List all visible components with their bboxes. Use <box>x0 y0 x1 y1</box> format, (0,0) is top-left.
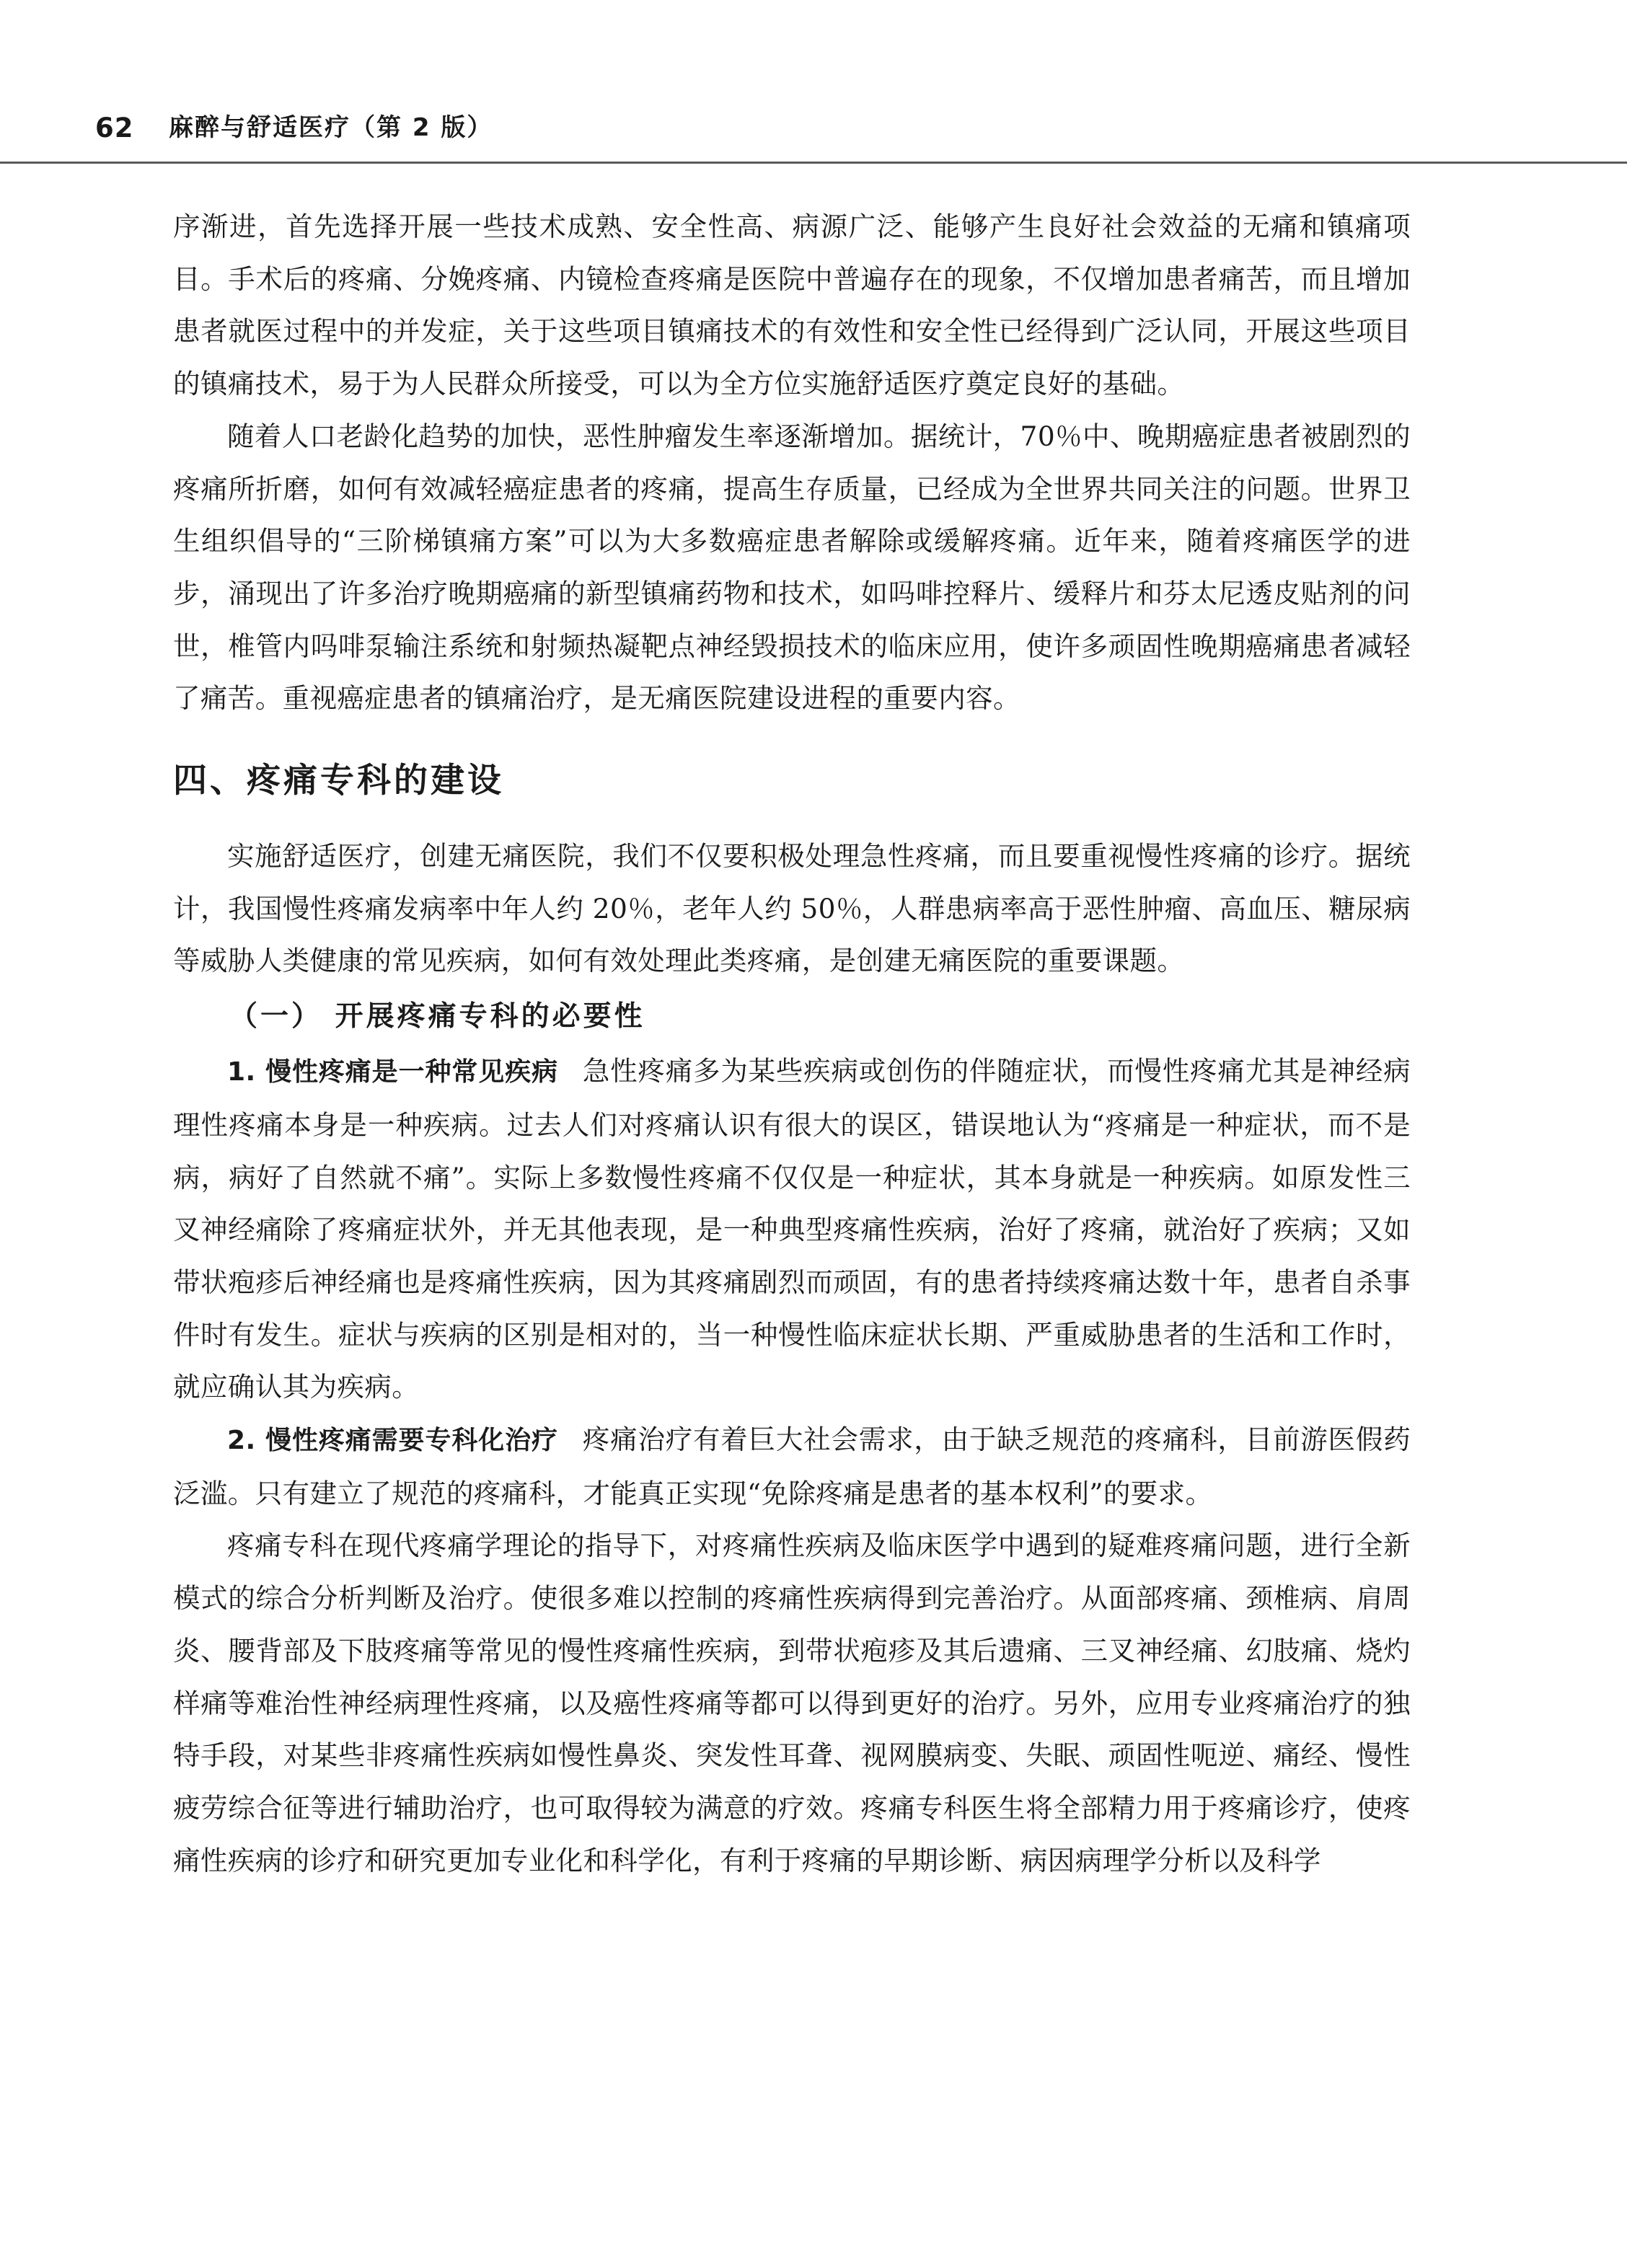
page-number: 62 <box>95 112 134 144</box>
page-body <box>173 200 1411 1887</box>
subsection-title: （一） 开展疼痛专科的必要性 <box>229 1000 645 1033</box>
paragraph-chronic-pain-intro: 实施舒适医疗，创建无痛医院，我们不仅要积极处理急性疼痛，而且要重视慢性疼痛的诊疗。据统计，我国慢性疼痛发病率中年人约 20％，老年人约 50％，人群患病率高于恶性肿瘤、高血压、糖尿病等威胁人类健康的常见疾病，如何有效处理此类疼痛，是创建无痛医院的重要课题。 <box>173 840 1411 977</box>
page-header <box>0 0 1627 164</box>
paragraph-pain-specialty: 疼痛专科在现代疼痛学理论的指导下，对疼痛性疾病及临床医学中遇到的疑难疼痛问题，进行全新模式的综合分析判断及治疗。使很多难以控制的疼痛性疾病得到完善治疗。从面部疼痛、颈椎病、肩周炎、腰背部及下肢疼痛等常见的慢性疼痛性疾病，到带状疱疹及其后遗痛、三叉神经痛、幻肢痛、烧灼样痛等难治性神经病理性疼痛，以及癌性疼痛等都可以得到更好的治疗。另外，应用专业疼痛治疗的独特手段，对某些非疼痛性疾病如慢性鼻炎、突发性耳聋、视网膜病变、失眠、顽固性呃逆、痛经、慢性疲劳综合征等进行辅助治疗，也可取得较为满意的疗效。疼痛专科医生将全部精力用于疼痛诊疗，使疼痛性疾病的诊疗和研究更加专业化和科学化，有利于疼痛的早期诊断、病因病理学分析以及科学 <box>173 1530 1411 1876</box>
item-1-body: 急性疼痛多为某些疾病或创伤的伴随症状，而慢性疼痛尤其是神经病理性疼痛本身是一种疾病。过去人们对疼痛认识有很大的误区，错误地认为“疼痛是一种症状，而不是病，病好了自然就不痛”。实际上多数慢性疼痛不仅仅是一种症状，其本身就是一种疾病。如原发性三叉神经痛除了疼痛症状外，并无其他表现，是一种典型疼痛性疾病，治好了疼痛，就治好了疾病；又如带状疱疹后神经痛也是疼痛性疾病，因为其疼痛剧烈而顽固，有的患者持续疼痛达数十年，患者自杀事件时有发生。症状与疾病的区别是相对的，当一种慢性临床症状长期、严重威胁患者的生活和工作时，就应确认其为疾病。 <box>173 1055 1411 1403</box>
section-title: 四、疼痛专科的建设 <box>173 761 504 801</box>
item-2-lead: 2. 慢性疼痛需要专科化治疗 <box>227 1426 558 1456</box>
item-1 <box>173 1045 1411 1413</box>
paragraph-continued: 序渐进，首先选择开展一些技术成熟、安全性高、病源广泛、能够产生良好社会效益的无痛和镇痛项目。手术后的疼痛、分娩疼痛、内镜检查疼痛是医院中普遍存在的现象，不仅增加患者痛苦，而且增加患者就医过程中的并发症，关于这些项目镇痛技术的有效性和安全性已经得到广泛认同，开展这些项目的镇痛技术，易于为人民群众所接受，可以为全方位实施舒适医疗奠定良好的基础。 <box>173 211 1411 400</box>
book-title: 麻醉与舒适医疗（第 2 版） <box>169 113 493 142</box>
item-2 <box>173 1413 1411 1519</box>
item-2-body: 疼痛治疗有着巨大社会需求，由于缺乏规范的疼痛科，目前游医假药泛滥。只有建立了规范的疼痛科，才能真正实现“免除疼痛是患者的基本权利”的要求。 <box>173 1424 1411 1509</box>
item-1-lead: 1. 慢性疼痛是一种常见疾病 <box>227 1057 558 1087</box>
paragraph-cancer-pain: 随着人口老龄化趋势的加快，恶性肿瘤发生率逐渐增加。据统计，70％中、晚期癌症患者被剧烈的疼痛所折磨，如何有效减轻癌症患者的疼痛，提高生存质量，已经成为全世界共同关注的问题。世界卫生组织倡导的“三阶梯镇痛方案”可以为大多数癌症患者解除或缓解疼痛。近年来，随着疼痛医学的进步，涌现出了许多治疗晚期癌痛的新型镇痛药物和技术，如吗啡控释片、缓释片和芬太尼透皮贴剂的问世，椎管内吗啡泵输注系统和射频热凝靶点神经毁损技术的临床应用，使许多顽固性晚期癌痛患者减轻了痛苦。重视癌症患者的镇痛治疗，是无痛医院建设进程的重要内容。 <box>173 420 1411 715</box>
